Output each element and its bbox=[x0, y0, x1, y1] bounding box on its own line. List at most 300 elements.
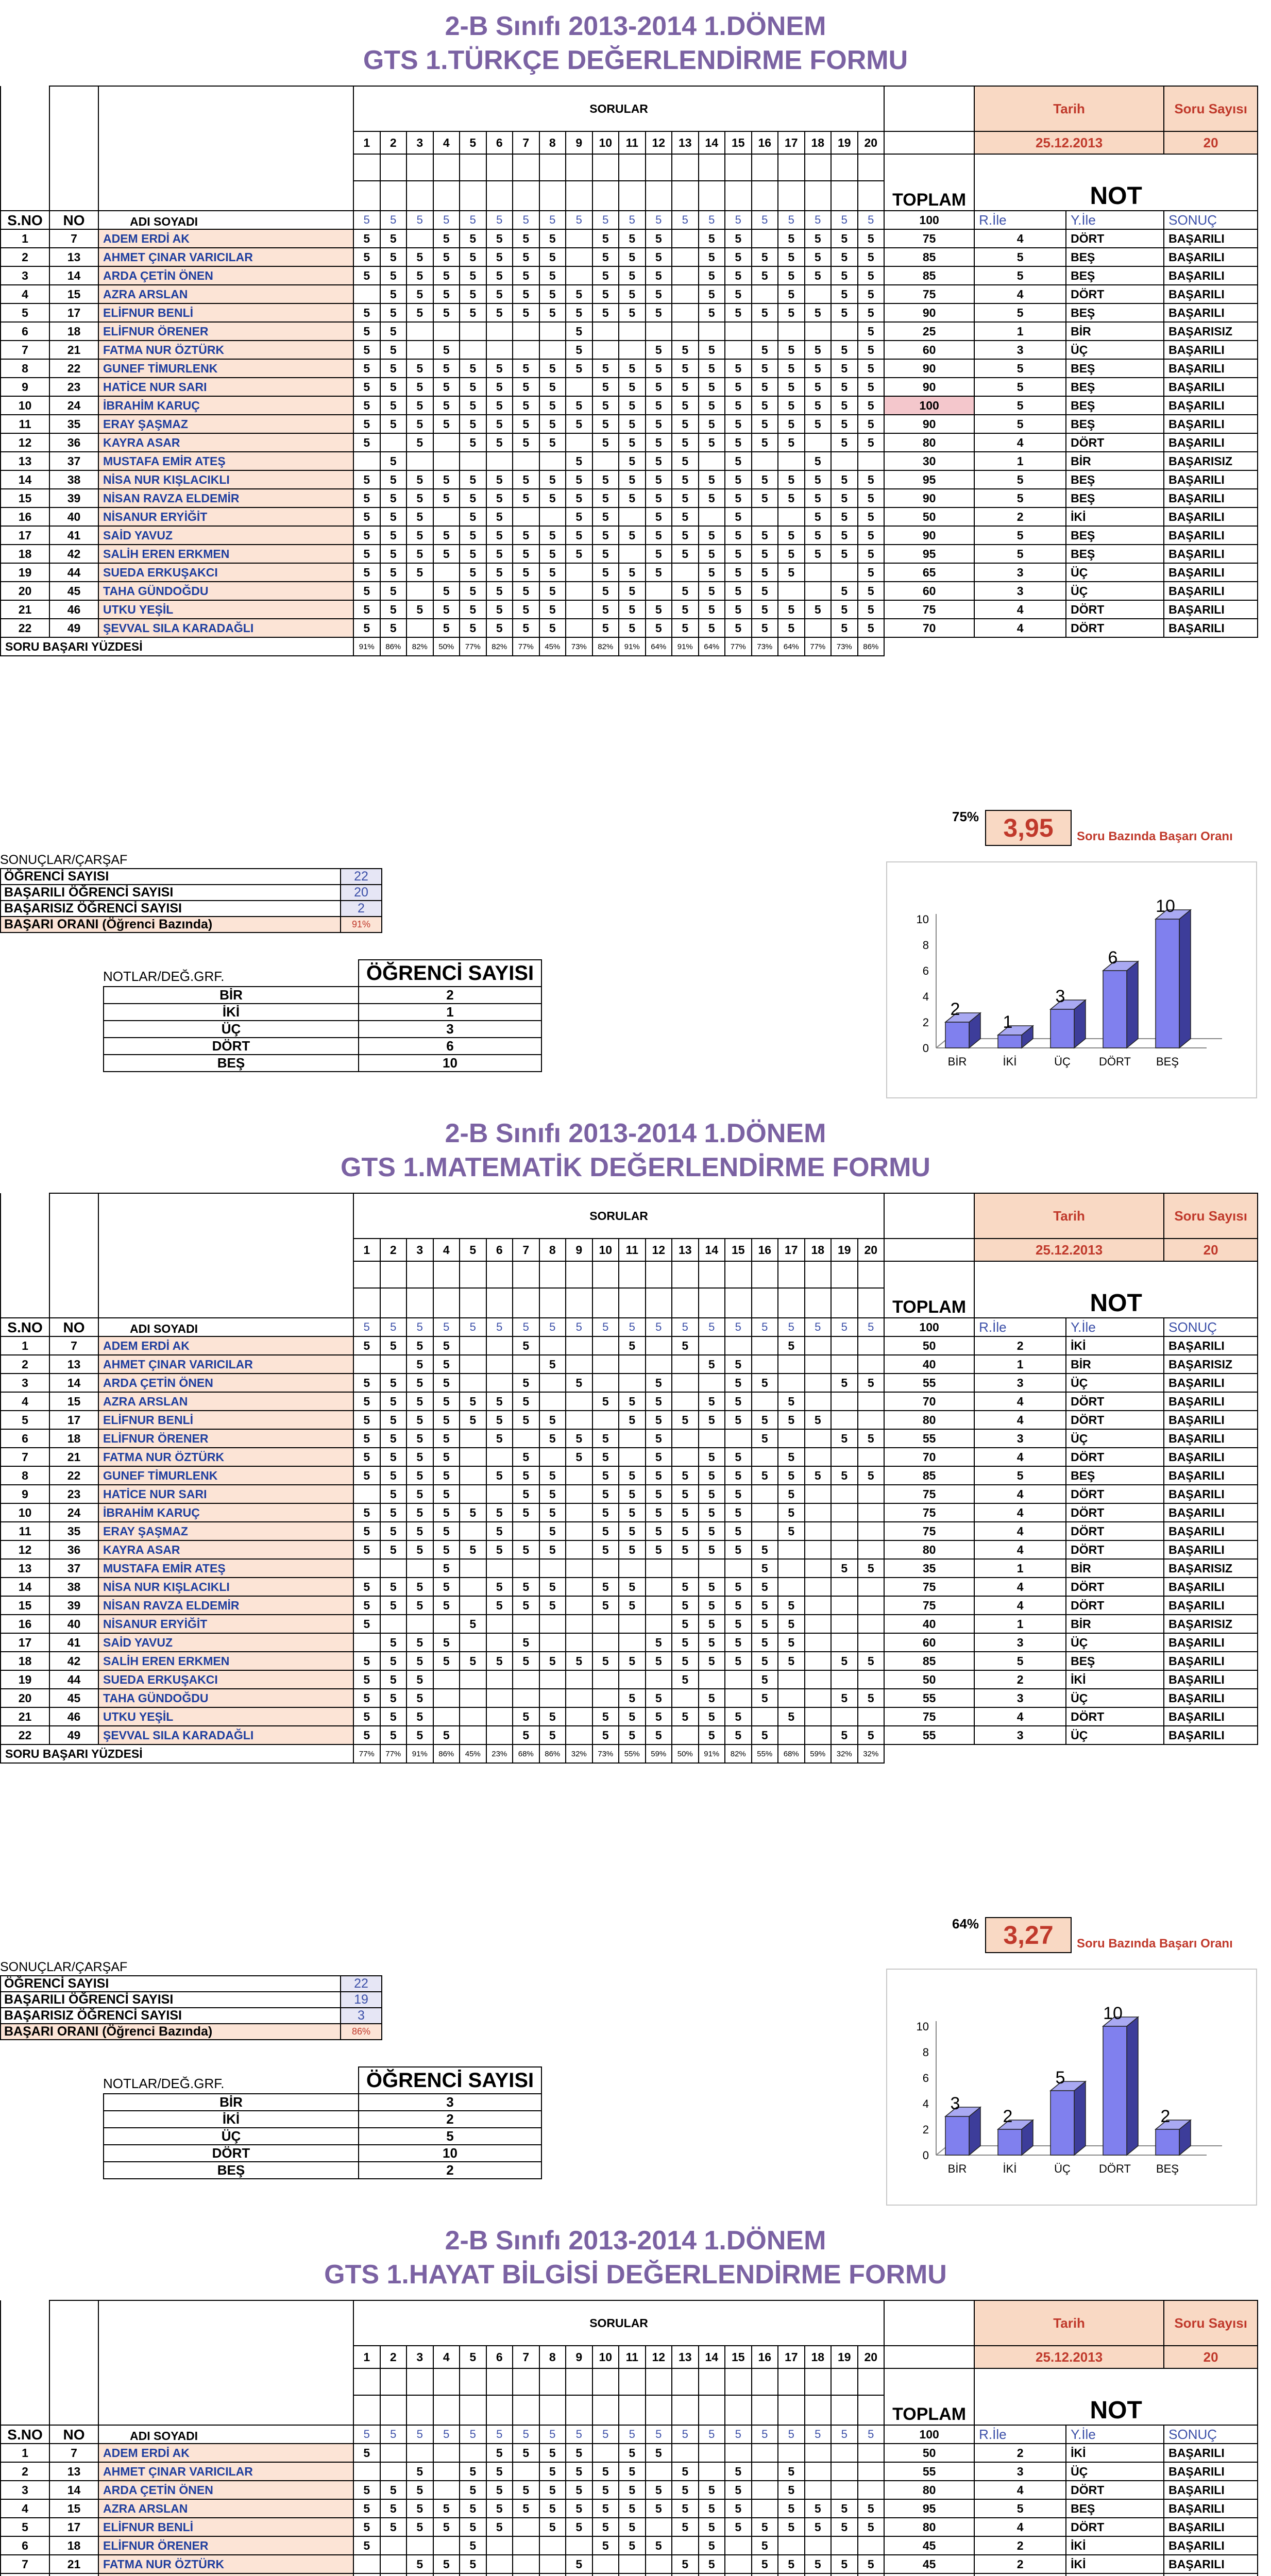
question-blank bbox=[858, 2395, 885, 2425]
answer-cell bbox=[858, 1411, 885, 1429]
answer-cell bbox=[513, 1689, 539, 1707]
question-number: 14 bbox=[699, 131, 725, 154]
answer-cell bbox=[486, 1448, 513, 1466]
table-row bbox=[1, 526, 1258, 545]
answer-cell: 5 bbox=[592, 600, 619, 619]
student-name: GUNEF TİMURLENK bbox=[98, 359, 353, 378]
tarih-label: Tarih bbox=[974, 86, 1164, 131]
grade-caption: NOTLAR/DEĞ.GRF. bbox=[103, 2076, 225, 2091]
answer-cell: 5 bbox=[752, 248, 778, 266]
question-number: 11 bbox=[619, 131, 646, 154]
sorular-header: SORULAR bbox=[353, 86, 884, 131]
bar bbox=[998, 1035, 1022, 1048]
student-no: 46 bbox=[49, 600, 98, 619]
question-points: 5 bbox=[646, 1318, 672, 1336]
student-no: 22 bbox=[49, 359, 98, 378]
question-blank bbox=[353, 2395, 380, 2425]
question-blank bbox=[353, 1261, 380, 1288]
answer-cell bbox=[646, 1559, 672, 1578]
answer-cell: 5 bbox=[831, 1374, 858, 1392]
answer-cell bbox=[646, 2518, 672, 2536]
answer-cell: 5 bbox=[672, 470, 699, 489]
answer-cell bbox=[539, 1689, 566, 1707]
answer-cell: 5 bbox=[646, 1689, 672, 1707]
student-grade-word: BEŞ bbox=[1066, 359, 1164, 378]
answer-cell: 5 bbox=[725, 1485, 752, 1503]
question-number: 15 bbox=[725, 1239, 752, 1261]
answer-cell: 5 bbox=[699, 285, 725, 303]
answer-cell: 5 bbox=[672, 526, 699, 545]
answer-cell: 5 bbox=[380, 285, 407, 303]
student-result: BAŞARILI bbox=[1164, 470, 1258, 489]
answer-cell: 5 bbox=[592, 285, 619, 303]
student-total: 55 bbox=[884, 1429, 974, 1448]
answer-cell: 5 bbox=[486, 489, 513, 507]
answer-cell bbox=[406, 341, 433, 359]
answer-cell: 5 bbox=[380, 415, 407, 433]
answer-cell: 5 bbox=[460, 396, 486, 415]
student-total: 85 bbox=[884, 266, 974, 285]
question-blank bbox=[353, 1288, 380, 1318]
question-blank bbox=[353, 2368, 380, 2395]
answer-cell: 5 bbox=[433, 600, 460, 619]
student-total: 80 bbox=[884, 2518, 974, 2536]
answer-cell bbox=[460, 1707, 486, 1726]
answer-cell bbox=[831, 1540, 858, 1559]
student-no bbox=[49, 2573, 98, 2576]
answer-cell bbox=[831, 452, 858, 470]
question-points: 5 bbox=[353, 211, 380, 229]
answer-cell: 5 bbox=[778, 415, 805, 433]
student-name: ELİFNUR BENLİ bbox=[98, 1411, 353, 1429]
table-row bbox=[1, 1392, 1258, 1411]
student-total: 75 bbox=[884, 1578, 974, 1596]
soru-sayisi-label: Soru Sayısı bbox=[1164, 2300, 1258, 2346]
student-grade-number: 5 bbox=[974, 2499, 1066, 2518]
answer-cell bbox=[805, 582, 832, 600]
answer-cell bbox=[513, 1522, 539, 1540]
soru-sayisi-label: Soru Sayısı bbox=[1164, 1193, 1258, 1239]
student-sno: 4 bbox=[1, 1392, 49, 1411]
student-total: 80 bbox=[884, 433, 974, 452]
answer-cell: 5 bbox=[353, 1336, 380, 1355]
answer-cell bbox=[380, 2555, 407, 2573]
student-result: BAŞARILI bbox=[1164, 341, 1258, 359]
answer-cell: 5 bbox=[699, 2536, 725, 2555]
student-sno: 14 bbox=[1, 470, 49, 489]
answer-cell bbox=[752, 1707, 778, 1726]
answer-cell: 5 bbox=[619, 1503, 646, 1522]
student-sno: 11 bbox=[1, 415, 49, 433]
question-points: 5 bbox=[752, 2425, 778, 2444]
student-name: ARDA ÇETİN ÖNEN bbox=[98, 266, 353, 285]
answer-cell bbox=[433, 322, 460, 341]
student-no: 7 bbox=[49, 229, 98, 248]
question-number: 4 bbox=[433, 1239, 460, 1261]
question-number: 4 bbox=[433, 2346, 460, 2368]
question-blank bbox=[592, 1288, 619, 1318]
answer-cell: 5 bbox=[566, 359, 592, 378]
student-result: BAŞARILI bbox=[1164, 2518, 1258, 2536]
student-grade-word bbox=[1066, 2573, 1164, 2576]
question-points: 5 bbox=[699, 211, 725, 229]
question-blank bbox=[486, 181, 513, 211]
answer-cell bbox=[805, 1559, 832, 1578]
answer-cell bbox=[805, 563, 832, 582]
question-blank bbox=[592, 154, 619, 181]
grade-table bbox=[103, 959, 542, 1072]
question-blank bbox=[539, 181, 566, 211]
answer-cell bbox=[752, 452, 778, 470]
answer-cell: 5 bbox=[725, 266, 752, 285]
answer-cell: 5 bbox=[486, 470, 513, 489]
bar bbox=[1156, 919, 1179, 1048]
student-name: SUEDA ERKUŞAKCI bbox=[98, 563, 353, 582]
answer-cell bbox=[725, 322, 752, 341]
student-total: 95 bbox=[884, 545, 974, 563]
student-grade-word: BEŞ bbox=[1066, 1466, 1164, 1485]
answer-cell: 5 bbox=[831, 1726, 858, 1744]
stats-label: BAŞARISIZ ÖĞRENCİ SAYISI bbox=[1, 2008, 341, 2024]
toplam-max: 100 bbox=[884, 2425, 974, 2444]
question-blank bbox=[646, 2395, 672, 2425]
answer-cell bbox=[805, 1485, 832, 1503]
student-name: FATMA NUR ÖZTÜRK bbox=[98, 2555, 353, 2573]
question-blank bbox=[646, 1261, 672, 1288]
student-grade-number: 2 bbox=[974, 2555, 1066, 2573]
student-grade-number: 4 bbox=[974, 1392, 1066, 1411]
answer-cell: 5 bbox=[725, 248, 752, 266]
answer-cell: 5 bbox=[778, 378, 805, 396]
answer-cell bbox=[646, 1615, 672, 1633]
student-grade-number: 2 bbox=[974, 1336, 1066, 1355]
answer-cell: 5 bbox=[380, 1652, 407, 1670]
answer-cell: 5 bbox=[539, 1503, 566, 1522]
question-number: 2 bbox=[380, 2346, 407, 2368]
bar bbox=[1103, 971, 1127, 1048]
answer-cell: 5 bbox=[805, 248, 832, 266]
answer-cell bbox=[805, 2573, 832, 2576]
answer-cell bbox=[486, 2573, 513, 2576]
answer-cell: 5 bbox=[699, 266, 725, 285]
student-grade-number: 3 bbox=[974, 1429, 1066, 1448]
answer-cell bbox=[672, 1374, 699, 1392]
answer-cell: 5 bbox=[592, 248, 619, 266]
answer-cell: 5 bbox=[513, 1485, 539, 1503]
bar-data-label: 3 bbox=[950, 2094, 960, 2113]
question-points: 5 bbox=[406, 211, 433, 229]
student-no: 15 bbox=[49, 1392, 98, 1411]
answer-cell: 5 bbox=[539, 1596, 566, 1615]
student-result: BAŞARILI bbox=[1164, 1411, 1258, 1429]
student-sno: 6 bbox=[1, 322, 49, 341]
answer-cell: 5 bbox=[725, 378, 752, 396]
answer-cell: 5 bbox=[778, 1707, 805, 1726]
answer-cell bbox=[725, 2536, 752, 2555]
student-grade-number: 5 bbox=[974, 303, 1066, 322]
answer-cell bbox=[858, 1578, 885, 1596]
answer-cell: 5 bbox=[406, 1411, 433, 1429]
answer-cell bbox=[778, 1578, 805, 1596]
answer-cell bbox=[406, 619, 433, 637]
answer-cell bbox=[566, 1336, 592, 1355]
answer-cell bbox=[858, 1670, 885, 1689]
student-grade-word: ÜÇ bbox=[1066, 582, 1164, 600]
answer-cell bbox=[486, 1689, 513, 1707]
answer-cell: 5 bbox=[831, 600, 858, 619]
student-name: HATİCE NUR SARI bbox=[98, 378, 353, 396]
sonuc-label: SONUÇ bbox=[1164, 1318, 1258, 1336]
answer-cell bbox=[778, 1689, 805, 1707]
student-name: ŞEVVAL SILA KARADAĞLI bbox=[98, 619, 353, 637]
answer-cell bbox=[805, 1503, 832, 1522]
answer-cell bbox=[460, 1578, 486, 1596]
answer-cell: 5 bbox=[539, 526, 566, 545]
student-grade-number: 3 bbox=[974, 341, 1066, 359]
answer-cell bbox=[672, 266, 699, 285]
answer-cell: 5 bbox=[646, 2481, 672, 2499]
student-sno: 18 bbox=[1, 1652, 49, 1670]
student-no: 36 bbox=[49, 433, 98, 452]
not-label: NOT bbox=[974, 1261, 1258, 1318]
student-grade-number: 3 bbox=[974, 1374, 1066, 1392]
table-row bbox=[1, 1522, 1258, 1540]
answer-cell: 5 bbox=[380, 1578, 407, 1596]
answer-cell: 5 bbox=[539, 248, 566, 266]
student-sno: 18 bbox=[1, 545, 49, 563]
answer-cell: 5 bbox=[486, 1540, 513, 1559]
answer-cell bbox=[513, 322, 539, 341]
answer-cell: 5 bbox=[539, 303, 566, 322]
question-blank bbox=[433, 2395, 460, 2425]
question-number: 20 bbox=[858, 131, 885, 154]
student-no: 44 bbox=[49, 563, 98, 582]
sorular-header: SORULAR bbox=[353, 1193, 884, 1239]
student-grade-word: DÖRT bbox=[1066, 2481, 1164, 2499]
answer-cell: 5 bbox=[433, 1485, 460, 1503]
student-total: 60 bbox=[884, 582, 974, 600]
student-grade-word: ÜÇ bbox=[1066, 563, 1164, 582]
answer-cell bbox=[672, 1448, 699, 1466]
answer-cell bbox=[380, 1615, 407, 1633]
answer-cell: 5 bbox=[699, 415, 725, 433]
answer-cell: 5 bbox=[433, 2518, 460, 2536]
student-name: AZRA ARSLAN bbox=[98, 2499, 353, 2518]
answer-cell bbox=[619, 1429, 646, 1448]
answer-cell: 5 bbox=[831, 229, 858, 248]
student-total: 75 bbox=[884, 1522, 974, 1540]
answer-cell: 5 bbox=[646, 1466, 672, 1485]
answer-cell bbox=[380, 1355, 407, 1374]
answer-cell: 5 bbox=[699, 470, 725, 489]
answer-cell: 5 bbox=[539, 396, 566, 415]
not-label: NOT bbox=[974, 2368, 1258, 2425]
answer-cell: 5 bbox=[433, 1726, 460, 1744]
student-sno: 2 bbox=[1, 2462, 49, 2481]
answer-cell bbox=[805, 619, 832, 637]
answer-cell: 5 bbox=[778, 1336, 805, 1355]
answer-cell: 5 bbox=[539, 619, 566, 637]
answer-cell bbox=[805, 1355, 832, 1374]
grade-name: ÜÇ bbox=[104, 2128, 359, 2145]
answer-cell: 5 bbox=[725, 2481, 752, 2499]
answer-cell: 5 bbox=[433, 582, 460, 600]
student-result: BAŞARILI bbox=[1164, 600, 1258, 619]
answer-cell bbox=[619, 322, 646, 341]
grade-header: ÖĞRENCİ SAYISI bbox=[359, 960, 541, 987]
student-result: BAŞARILI bbox=[1164, 433, 1258, 452]
answer-cell: 5 bbox=[433, 1578, 460, 1596]
answer-cell: 5 bbox=[433, 545, 460, 563]
answer-cell: 5 bbox=[539, 545, 566, 563]
question-blank bbox=[805, 154, 832, 181]
answer-cell: 5 bbox=[353, 1503, 380, 1522]
answer-cell bbox=[831, 1448, 858, 1466]
answer-cell: 5 bbox=[539, 1485, 566, 1503]
answer-cell: 5 bbox=[433, 1503, 460, 1522]
blank-num bbox=[884, 2346, 974, 2368]
yile-label: Y.İle bbox=[1066, 2425, 1164, 2444]
answer-cell bbox=[672, 229, 699, 248]
answer-cell bbox=[725, 1559, 752, 1578]
answer-cell bbox=[646, 2462, 672, 2481]
answer-cell: 5 bbox=[592, 266, 619, 285]
student-name bbox=[98, 2573, 353, 2576]
answer-cell: 5 bbox=[778, 1596, 805, 1615]
answer-cell bbox=[805, 1615, 832, 1633]
answer-cell: 5 bbox=[460, 433, 486, 452]
question-points: 5 bbox=[380, 211, 407, 229]
student-total: 95 bbox=[884, 470, 974, 489]
question-blank bbox=[805, 181, 832, 211]
answer-cell: 5 bbox=[353, 1670, 380, 1689]
answer-cell: 5 bbox=[831, 489, 858, 507]
student-sno: 10 bbox=[1, 1503, 49, 1522]
student-grade-word: ÜÇ bbox=[1066, 341, 1164, 359]
answer-cell: 5 bbox=[406, 545, 433, 563]
answer-cell: 5 bbox=[513, 2499, 539, 2518]
answer-cell: 5 bbox=[752, 415, 778, 433]
answer-cell: 5 bbox=[752, 341, 778, 359]
answer-cell: 5 bbox=[752, 303, 778, 322]
answer-cell: 5 bbox=[460, 1652, 486, 1670]
student-grade-word: DÖRT bbox=[1066, 1411, 1164, 1429]
answer-cell: 5 bbox=[752, 1466, 778, 1485]
answer-cell: 5 bbox=[539, 1466, 566, 1485]
question-points: 5 bbox=[460, 1318, 486, 1336]
question-blank bbox=[486, 2368, 513, 2395]
answer-cell: 5 bbox=[460, 229, 486, 248]
answer-cell: 5 bbox=[831, 433, 858, 452]
sonuc-label: SONUÇ bbox=[1164, 2425, 1258, 2444]
question-blank bbox=[380, 2368, 407, 2395]
answer-cell: 5 bbox=[353, 1374, 380, 1392]
answer-cell: 5 bbox=[406, 1448, 433, 1466]
answer-cell: 5 bbox=[486, 1466, 513, 1485]
x-tick-label: DÖRT bbox=[1099, 1055, 1131, 1068]
question-number: 6 bbox=[486, 131, 513, 154]
question-points: 5 bbox=[778, 1318, 805, 1336]
answer-cell: 5 bbox=[672, 2555, 699, 2573]
answer-cell bbox=[486, 341, 513, 359]
answer-cell: 5 bbox=[699, 1707, 725, 1726]
answer-cell bbox=[752, 2444, 778, 2462]
question-number: 17 bbox=[778, 131, 805, 154]
student-grade-word: BİR bbox=[1066, 1615, 1164, 1633]
answer-cell: 5 bbox=[353, 619, 380, 637]
answer-cell: 5 bbox=[672, 545, 699, 563]
question-points: 5 bbox=[406, 1318, 433, 1336]
answer-cell: 5 bbox=[752, 619, 778, 637]
y-tick-label: 0 bbox=[922, 2149, 929, 2162]
answer-cell: 5 bbox=[619, 600, 646, 619]
answer-cell: 5 bbox=[725, 1355, 752, 1374]
student-grade-word: BEŞ bbox=[1066, 396, 1164, 415]
question-blank bbox=[778, 154, 805, 181]
answer-cell bbox=[831, 1411, 858, 1429]
question-points: 5 bbox=[460, 2425, 486, 2444]
answer-cell: 5 bbox=[646, 266, 672, 285]
answer-cell: 5 bbox=[433, 1374, 460, 1392]
student-name: ŞEVVAL SILA KARADAĞLI bbox=[98, 1726, 353, 1744]
student-result: BAŞARILI bbox=[1164, 1670, 1258, 1689]
question-percent: 50% bbox=[433, 637, 460, 656]
student-total: 90 bbox=[884, 415, 974, 433]
answer-cell: 5 bbox=[566, 1374, 592, 1392]
answer-cell: 5 bbox=[831, 1559, 858, 1578]
student-grade-number: 4 bbox=[974, 229, 1066, 248]
student-grade-number: 1 bbox=[974, 1355, 1066, 1374]
sno-label: S.NO bbox=[1, 2425, 49, 2444]
student-no: 17 bbox=[49, 1411, 98, 1429]
x-tick-label: DÖRT bbox=[1099, 2162, 1131, 2175]
question-percent: 68% bbox=[513, 1744, 539, 1763]
y-tick-label: 4 bbox=[922, 990, 929, 1003]
answer-cell: 5 bbox=[752, 545, 778, 563]
average-score-label: Soru Bazında Başarı Oranı bbox=[1077, 1937, 1233, 1951]
answer-cell bbox=[539, 2555, 566, 2573]
answer-cell: 5 bbox=[353, 1411, 380, 1429]
answer-cell: 5 bbox=[353, 2536, 380, 2555]
answer-cell bbox=[672, 1392, 699, 1411]
yile-label: Y.İle bbox=[1066, 211, 1164, 229]
question-percent: 86% bbox=[380, 637, 407, 656]
student-sno: 5 bbox=[1, 2518, 49, 2536]
table-row bbox=[1, 1596, 1258, 1615]
student-sno: 21 bbox=[1, 600, 49, 619]
answer-cell: 5 bbox=[486, 2462, 513, 2481]
student-no: 45 bbox=[49, 582, 98, 600]
student-name: ARDA ÇETİN ÖNEN bbox=[98, 2481, 353, 2499]
answer-cell: 5 bbox=[433, 1466, 460, 1485]
bar-data-label: 3 bbox=[1055, 987, 1065, 1006]
answer-cell: 5 bbox=[778, 229, 805, 248]
answer-cell bbox=[805, 2444, 832, 2462]
answer-cell: 5 bbox=[592, 1429, 619, 1448]
tarih-value: 25.12.2013 bbox=[974, 131, 1164, 154]
answer-cell bbox=[486, 1726, 513, 1744]
student-name: ERAY ŞAŞMAZ bbox=[98, 415, 353, 433]
answer-cell: 5 bbox=[513, 1578, 539, 1596]
answer-cell bbox=[406, 2573, 433, 2576]
question-points: 5 bbox=[778, 211, 805, 229]
answer-cell bbox=[566, 2536, 592, 2555]
answer-cell: 5 bbox=[831, 619, 858, 637]
answer-cell bbox=[619, 1448, 646, 1466]
answer-cell bbox=[831, 2573, 858, 2576]
answer-cell: 5 bbox=[539, 2499, 566, 2518]
answer-cell: 5 bbox=[486, 526, 513, 545]
